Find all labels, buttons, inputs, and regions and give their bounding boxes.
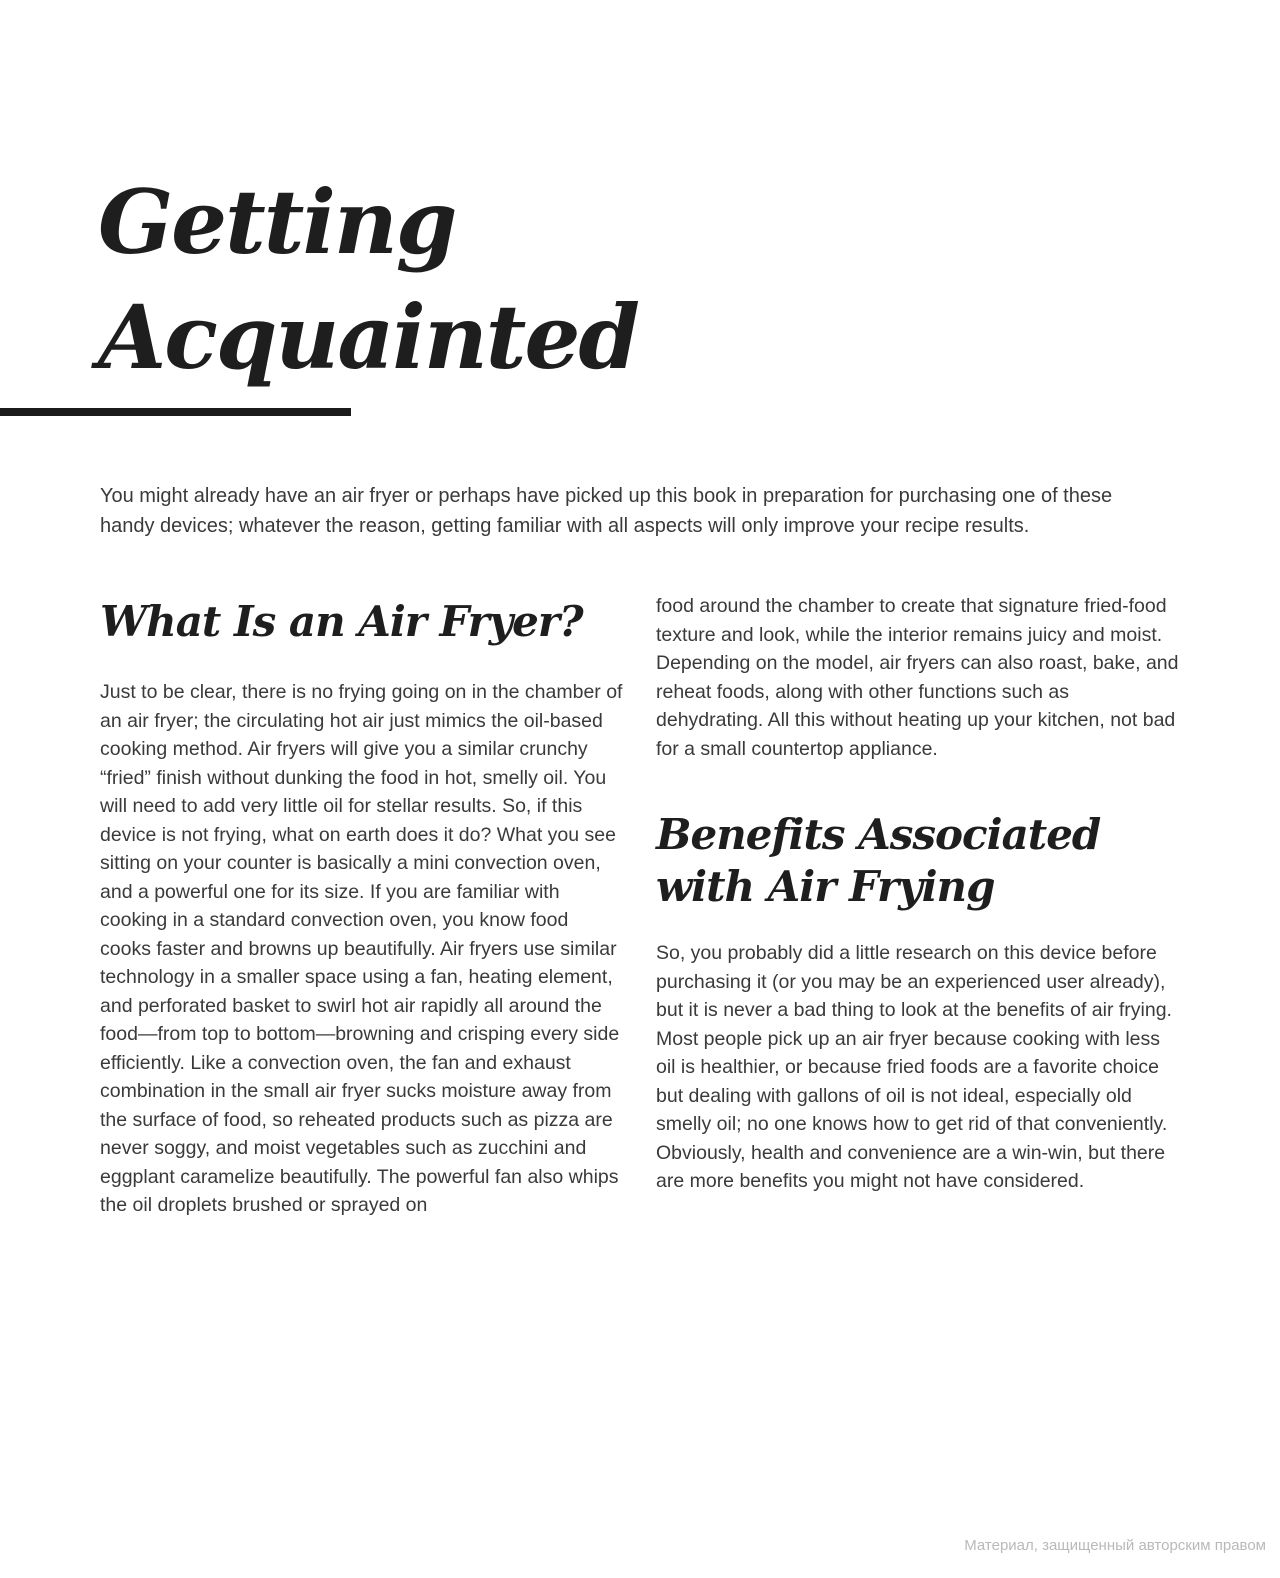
right-column bbox=[656, 592, 1180, 1220]
two-column-layout bbox=[100, 592, 1180, 1220]
chapter-title-line1: Getting bbox=[98, 169, 456, 274]
chapter-title-line2: Acquainted bbox=[98, 284, 638, 389]
chapter-title bbox=[98, 165, 638, 395]
section-heading-line2: with Air Frying bbox=[656, 862, 995, 911]
title-rule bbox=[0, 408, 351, 416]
section-heading-what-is-an-air-fryer bbox=[100, 596, 624, 648]
section-heading-benefits-associated bbox=[656, 809, 1180, 913]
right-column-paragraph: So, you probably did a little research on this device before purchasing it (or you may be an experienced user already), but it is never a bad thing to look at the benefits of air frying. Most people pick up an air fryer because cooking with less oil is healthier, or because fried foods are a favorite choice but dealing with gallons of oil is not ideal, especially old smelly oil; no one knows how to get rid of that conveniently. Obviously, health and convenience are a win-win, but there are more benefits you might not have considered. bbox=[656, 942, 1172, 1192]
left-column-paragraph: Just to be clear, there is no frying going on in the chamber of an air fryer; the circulating hot air just mimics the oil-based cooking method. Air fryers will give you a similar crunchy “fried” finish without dunking the food in hot, smelly oil. You will need to add very little oil for stellar results. So, if this device is not frying, what on earth does it do? What you see sitting on your counter is basically a mini convection oven, and a powerful one for its size. If you are familiar with cooking in a standard convection oven, you know food cooks faster and browns up beautifully. Air fryers use similar technology in a smaller space using a fan, heating element, and perforated basket to swirl hot air rapidly all around the food—from top to bottom—browning and crisping every side efficiently. Like a convection oven, the fan and exhaust combination in the small air fryer sucks moisture away from the surface of food, so reheated products such as pizza are never soggy, and moist vegetables such as zucchini and eggplant caramelize beautifully. The powerful fan also whips the oil droplets brushed or sprayed on bbox=[100, 681, 623, 1216]
section-heading-line1: Benefits Associated bbox=[656, 810, 1101, 859]
intro-paragraph: You might already have an air fryer or perhaps have picked up this book in preparation for purchasing one of these handy devices; whatever the reason, getting familiar with all aspects will only improve your recipe results. bbox=[100, 485, 1113, 537]
left-column bbox=[100, 592, 624, 1220]
copyright-notice: Материал, защищенный авторским правом bbox=[964, 1537, 1266, 1554]
right-column-continuation-paragraph: food around the chamber to create that signature fried-food texture and look, while the interior remains juicy and moist. Depending on the model, air fryers can also roast, bake, and reheat foods, along with other functions such as dehydrating. All this without heating up your kitchen, not bad for a small countertop appliance. bbox=[656, 595, 1179, 760]
section-heading-text: What Is an Air Fryer? bbox=[100, 597, 583, 646]
